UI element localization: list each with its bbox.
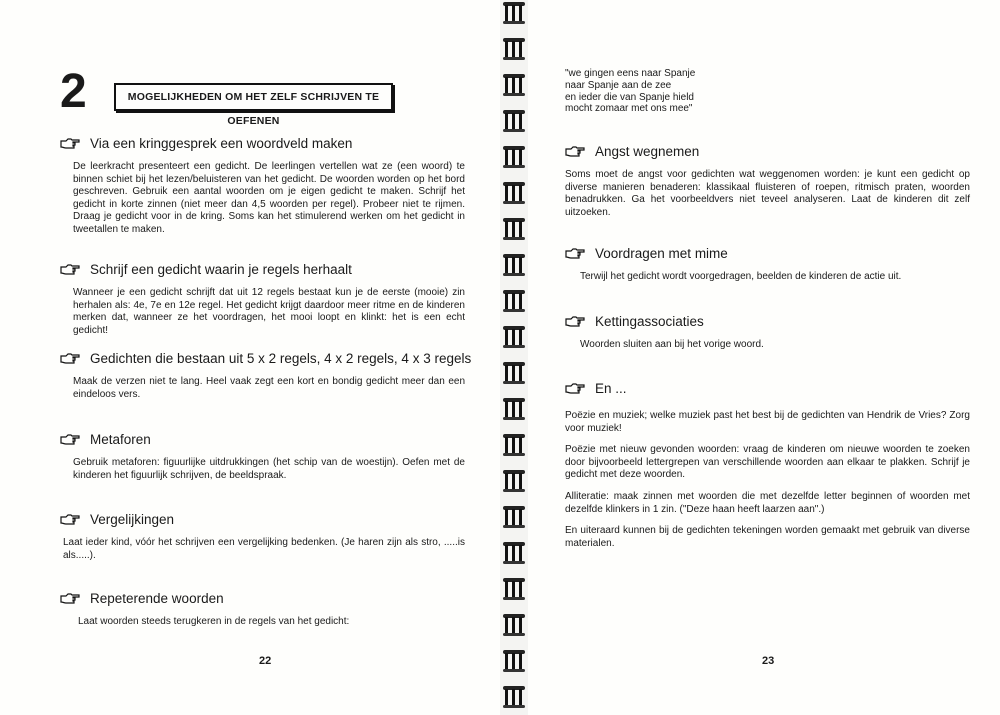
section-angst (565, 144, 970, 219)
binding-coil (503, 650, 525, 672)
section-heading: Repeterende woorden (60, 591, 465, 606)
spiral-binding (500, 0, 528, 715)
section-herhalen (60, 262, 465, 337)
pointing-hand-icon (60, 353, 80, 365)
section-heading: Voordragen met mime (565, 246, 970, 261)
binding-coil (503, 434, 525, 456)
section-mime (565, 246, 970, 284)
binding-coil (503, 542, 525, 564)
page-number: 22 (259, 655, 272, 667)
chapter-title: MOGELIJKHEDEN OM HET ZELF SCHRIJVEN TE OEFENEN (114, 83, 393, 111)
binding-coil (503, 254, 525, 276)
pointing-hand-icon (60, 138, 80, 150)
binding-coil (503, 686, 525, 708)
section-vergelijkingen (60, 512, 465, 562)
paragraph: En uiteraard kunnen bij de gedichten tekeningen worden gemaakt met gebruik van diverse materialen. (565, 525, 970, 549)
pointing-hand-icon (565, 383, 585, 395)
section-regels (60, 351, 472, 401)
paragraph: Poëzie en muziek; welke muziek past het best bij de gedichten van Hendrik de Vries? Zorg voor muziek! (565, 410, 970, 434)
paragraph: Maak de verzen niet te lang. Heel vaak zegt een kort en bondig gedicht meer dan een eindeloos vers. (73, 376, 465, 400)
chapter-number: 2 (60, 65, 87, 118)
paragraph: Laat woorden steeds terugkeren in de regels van het gedicht: (78, 616, 350, 627)
section-heading: En ... (565, 381, 970, 396)
binding-coil (503, 182, 525, 204)
poem-line: "we gingen eens naar Spanje (565, 68, 696, 79)
binding-coil (503, 290, 525, 312)
binding-coil (503, 578, 525, 600)
paragraph: Soms moet de angst voor gedichten wat weggenomen worden: je kunt een gedicht op diverse manieren benaderen: klassikaal fluisteren of roepen, ritmisch praten, woorden benadrukken. Ga het voorbeeldvers niet teveel analyseren. Laat de kinderen dit zelf uitzoeken. (565, 169, 970, 218)
paragraph: De leerkracht presenteert een gedicht. De leerlingen vertellen wat ze (een woord) te binnen schiet bij het lezen/beluisteren van het gedicht. De woorden worden op het bord geschreven. Gebruik een aantal woorden om je eigen gedicht te maken. Schrijf het gedicht in korte zinnen (niet meer dan 4,5 woorden per regel). Probeer niet te rijmen. Draag je gedicht voor in de kring. Soms kan het stimulerend werken om het gedicht in tweetallen te maken. (73, 161, 465, 235)
section-heading: Schrijf een gedicht waarin je regels herhaalt (60, 262, 465, 277)
poem-line: en ieder die van Spanje hield (565, 91, 694, 103)
binding-coil (503, 2, 525, 24)
paragraph: Poëzie met nieuw gevonden woorden: vraag de kinderen om nieuwe woorden te zoeken door bijvoorbeeld lettergrepen van verschillende woorden aan elkaar te plakken. Schrijf je gedicht met deze woorden. (565, 444, 970, 481)
paragraph: Alliteratie: maak zinnen met woorden die met dezelfde letter beginnen of woorden met dezelfde klinkers in 1 zin. ("Deze haan heeft laarzen aan".) (565, 490, 970, 515)
binding-coil (503, 398, 525, 420)
section-kettingassociaties (565, 314, 970, 352)
section-repeterende (60, 591, 465, 629)
binding-coil (503, 506, 525, 528)
binding-coil (503, 470, 525, 492)
section-heading: Gedichten die bestaan uit 5 x 2 regels, 4 x 2 regels, 4 x 3 regels (60, 351, 465, 366)
pointing-hand-icon (565, 146, 585, 158)
binding-coil (503, 614, 525, 636)
pointing-hand-icon (60, 434, 80, 446)
pointing-hand-icon (60, 514, 80, 526)
section-metaforen (60, 432, 465, 482)
paragraph: Woorden sluiten aan bij het vorige woord. (580, 339, 764, 350)
paragraph: Laat ieder kind, vóór het schrijven een vergelijking bedenken. (Je haren zijn als stro, .....is als.....). (63, 537, 465, 561)
poem-line: naar Spanje aan de zee (565, 79, 672, 91)
section-heading: Kettingassociaties (565, 314, 970, 329)
pointing-hand-icon (60, 593, 80, 605)
poem-quote (565, 68, 695, 115)
paragraph: Gebruik metaforen: figuurlijke uitdrukkingen (het schip van de woestijn). Oefen met de kinderen het figuurlijk schrijven, de beeldspraak. (73, 457, 465, 481)
binding-coil (503, 38, 525, 60)
section-woordveld (60, 136, 465, 237)
section-heading: Metaforen (60, 432, 465, 447)
paragraph: Wanneer je een gedicht schrijft dat uit 12 regels bestaat kun je de eerste (mooie) zin herhalen als: 4e, 7e en 12e regel. Het gedicht krijgt daardoor meer ritme en de kinderen merken dat, wanneer ze het voordragen, het mooi loopt en klinkt: het is een echt gedicht! (73, 287, 465, 336)
binding-coil (503, 362, 525, 384)
pointing-hand-icon (565, 316, 585, 328)
paragraph: Terwijl het gedicht wordt voorgedragen, beelden de kinderen de actie uit. (580, 271, 902, 282)
section-heading: Vergelijkingen (60, 512, 465, 527)
pointing-hand-icon (60, 264, 80, 276)
binding-coil (503, 146, 525, 168)
section-heading: Angst wegnemen (565, 144, 970, 159)
section-en (565, 381, 970, 550)
binding-coil (503, 74, 525, 96)
pointing-hand-icon (565, 248, 585, 260)
binding-coil (503, 110, 525, 132)
section-heading: Via een kringgesprek een woordveld maken (60, 136, 465, 151)
page-number: 23 (762, 655, 775, 667)
binding-coil (503, 326, 525, 348)
poem-line: mocht zomaar met ons mee" (565, 103, 693, 115)
binding-coil (503, 218, 525, 240)
